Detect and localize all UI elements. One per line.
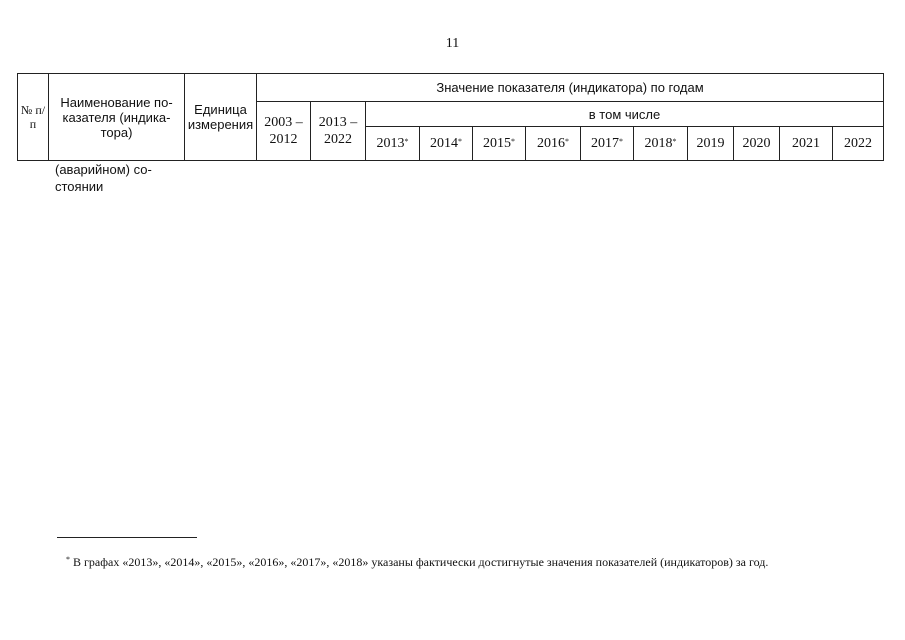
header-year-2014 (420, 127, 473, 161)
footnote-divider (57, 537, 197, 538)
year-label: 2019 (696, 135, 725, 151)
header-year-2021 (780, 127, 833, 161)
header-period-2003-2012: 2003 – 2012 (257, 102, 311, 161)
page-number: 11 (445, 36, 460, 51)
header-number: № п/п (18, 74, 49, 161)
header-year-2015 (473, 127, 526, 161)
year-label: 2014 (430, 135, 458, 151)
header-period-2013-2022: 2013 – 2022 (311, 102, 366, 161)
header-year-2019 (688, 127, 734, 161)
header-year-2017 (581, 127, 634, 161)
continued-cell-text: (аварийном) со-стоянии (55, 162, 152, 194)
year-footnote-mark: * (458, 136, 462, 146)
header-year-2020 (734, 127, 780, 161)
footnote-mark: * (66, 555, 70, 564)
indicators-table (17, 73, 884, 161)
year-label: 2015 (483, 135, 511, 151)
header-year-2016 (526, 127, 581, 161)
header-values-by-year: Значение показателя (индикатора) по годам (257, 74, 884, 102)
header-row-1 (18, 74, 884, 102)
year-label: 2013 (376, 135, 405, 151)
header-indicator-name: Наименование по-казателя (индика-тора) (49, 74, 185, 161)
header-year-2013 (366, 127, 420, 161)
header-year-2018 (634, 127, 688, 161)
header-including: в том числе (366, 102, 884, 127)
year-label: 2022 (844, 135, 873, 151)
header-year-2022 (833, 127, 884, 161)
footnote (66, 555, 768, 570)
year-label: 2016 (537, 135, 565, 151)
year-label: 2021 (792, 135, 820, 151)
header-unit: Единица измерения (185, 74, 257, 161)
year-footnote-mark: * (565, 136, 569, 146)
year-footnote-mark: * (511, 136, 515, 146)
year-label: 2018 (644, 135, 673, 151)
footnote-text: В графах «2013», «2014», «2015», «2016», «2017», «2018» указаны фактически достигнутые значения показателей (индикаторов) за год. (73, 555, 769, 569)
year-footnote-mark: * (404, 136, 409, 146)
year-label: 2020 (742, 135, 771, 151)
year-footnote-mark: * (672, 136, 677, 146)
year-label: 2017 (591, 135, 619, 151)
year-footnote-mark: * (619, 136, 623, 146)
